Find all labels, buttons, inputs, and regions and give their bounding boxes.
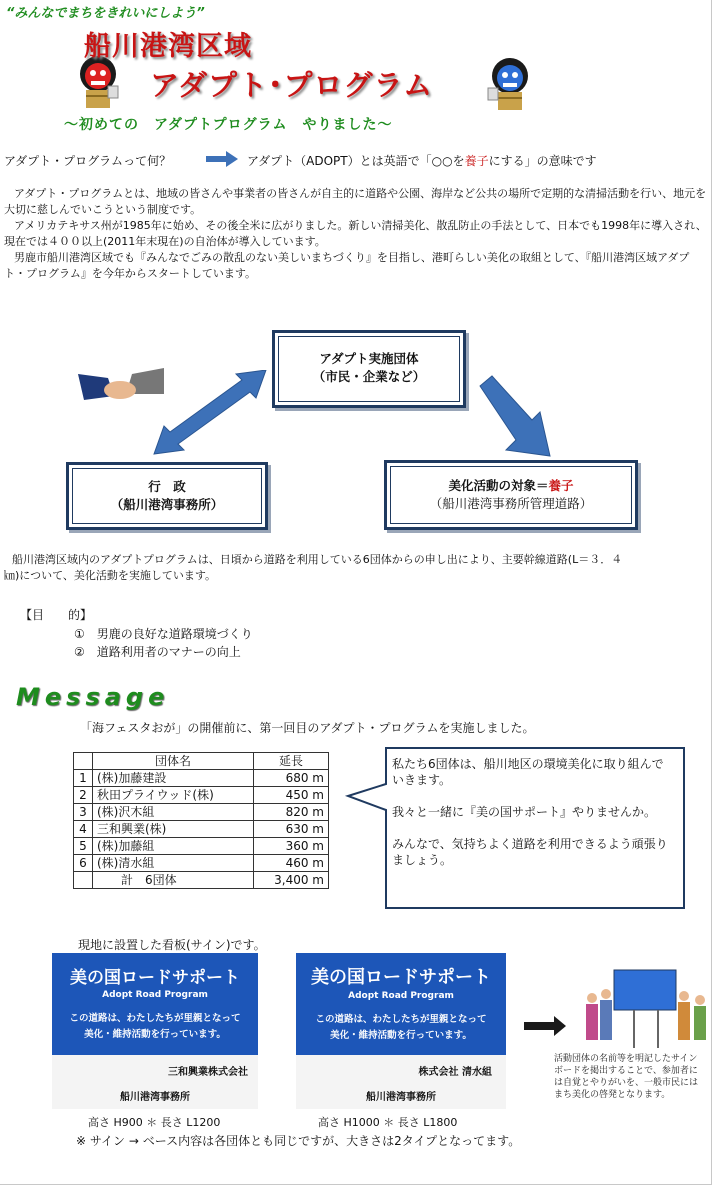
paragraph: アメリカテキサス州が1985年に始め、その後全米に広がりました。新しい清掃美化、散乱防止の手法として、日本でも1998年に導入され、現在では４００以上(2011年末現在)の自治体が導入しています。 — [4, 219, 707, 248]
question: アダプト・プログラムって何？ — [4, 154, 172, 168]
answer-highlight: 養子 — [464, 154, 489, 168]
title-line2: アダプト･プログラム — [150, 68, 434, 102]
intro-paragraphs — [4, 186, 708, 282]
box-top-line1: アダプト実施団体 — [319, 351, 419, 366]
sign-photo-1: 美の国ロードサポート Adopt Road Program この道路は、わたしたちが里親となって 美化・維持活動を行っています。 三和興業株式会社 船川港湾事務所 — [52, 953, 258, 1109]
handshake-icon — [78, 364, 164, 410]
footnote: ※ サイン → ベース内容は各団体とも同じですが、大きさは2タイプとなってます。 — [76, 1134, 521, 1148]
box-left-line2: （船川港湾事務所） — [110, 497, 224, 512]
bubble-text: 私たち6団体は、船川地区の環境美化に取り組んでいきます。 我々と一緒に『美の国サポート』やりませんか。 みんなで、気持ちよく道路を利用できるよう頑張りましょう。 — [392, 757, 668, 867]
namahage-mascot-right-icon — [484, 54, 536, 114]
sign-caption: 現地に設置した看板(サイン)です。 — [78, 938, 266, 952]
slogan: “みんなでまちをきれいにしよう” — [6, 6, 205, 21]
table-row: 1 (株)加藤建設 680 m — [74, 770, 329, 787]
goal-item: ② 道路利用者のマナーの向上 — [74, 645, 241, 659]
message-heading: Message — [16, 683, 170, 711]
header-name: 団体名 — [93, 753, 254, 770]
box-administration — [66, 462, 268, 530]
people-with-sign-illustration — [524, 964, 710, 1052]
answer-post: にする」の意味です — [488, 154, 597, 168]
answer-pre: アダプト（ADOPT）とは英語で「○○を — [247, 154, 465, 168]
table-row: 5 (株)加藤組 360 m — [74, 838, 329, 855]
box-right-line1: 美化活動の対象＝養子 — [448, 478, 574, 493]
arrow-down-right-icon — [476, 374, 556, 460]
table-total-row: 計 6団体 3,400 m — [74, 872, 329, 889]
box-adopt-group — [272, 330, 466, 408]
answer — [247, 152, 597, 169]
arrow-right-icon — [206, 151, 238, 167]
header-length: 延長 — [254, 753, 329, 770]
goal-item: ① 男鹿の良好な道路環境づくり — [74, 627, 253, 641]
title-line1: 船川港湾区域 — [84, 31, 252, 62]
groups-table — [73, 752, 329, 889]
box-top-line2: （市民・企業など） — [312, 369, 426, 384]
table-row: 2 秋田プライウッド(株) 450 m — [74, 787, 329, 804]
box-left-line1: 行 政 — [148, 479, 186, 494]
box-target — [384, 460, 638, 530]
box-right-line2: （船川港湾事務所管理道路） — [429, 496, 593, 511]
goals-heading: 【目 的】 — [20, 608, 93, 622]
paragraph: 男鹿市船川港湾区域でも『みんなでごみの散乱のない美しいまちづくり』を目指し、港町らしい美化の取組として、『船川港湾区域アダプト・プログラム』を今年からスタートしています。 — [4, 251, 690, 280]
sign-photo-2: 美の国ロードサポート Adopt Road Program この道路は、わたしたちが里親となって 美化・維持活動を行っています。 株式会社 清水組 船川港湾事務所 — [296, 953, 506, 1109]
sign-side-caption: 活動団体の名前等を明記したサインボードを掲出することで、参加者には自覚とやりがいを、一般市民にはまち美化の啓発となります。 — [554, 1054, 699, 1100]
sign-size-2: 高さ H1000 ＊ 長さ L1800 — [318, 1116, 458, 1129]
sign-size-1: 高さ H900 ＊ 長さ L1200 — [88, 1116, 221, 1129]
table-row: 3 (株)沢木組 820 m — [74, 804, 329, 821]
subtitle: ～初めての アダプトプログラム やりました～ — [64, 117, 393, 133]
table-row: 4 三和興業(株) 630 m — [74, 821, 329, 838]
paragraph: アダプト・プログラムとは、地域の皆さんや事業者の皆さんが自主的に道路や公園、海岸など公共の場所で定期的な清掃活動を行い、地元を大切に慈しんでいこうという制度です。 — [4, 187, 707, 216]
table-header-row — [74, 753, 329, 770]
double-arrow-icon — [150, 370, 270, 460]
program-note: 船川港湾区域内のアダプトプログラムは、日頃から道路を利用している6団体からの申し出により、主要幹線道路(L＝３．４㎞)について、美化活動を実施しています。 — [4, 553, 623, 582]
event-intro: 「海フェスタおが」の開催前に、第一回目のアダプト・プログラムを実施しました。 — [80, 721, 535, 735]
table-row: 6 (株)清水組 460 m — [74, 855, 329, 872]
